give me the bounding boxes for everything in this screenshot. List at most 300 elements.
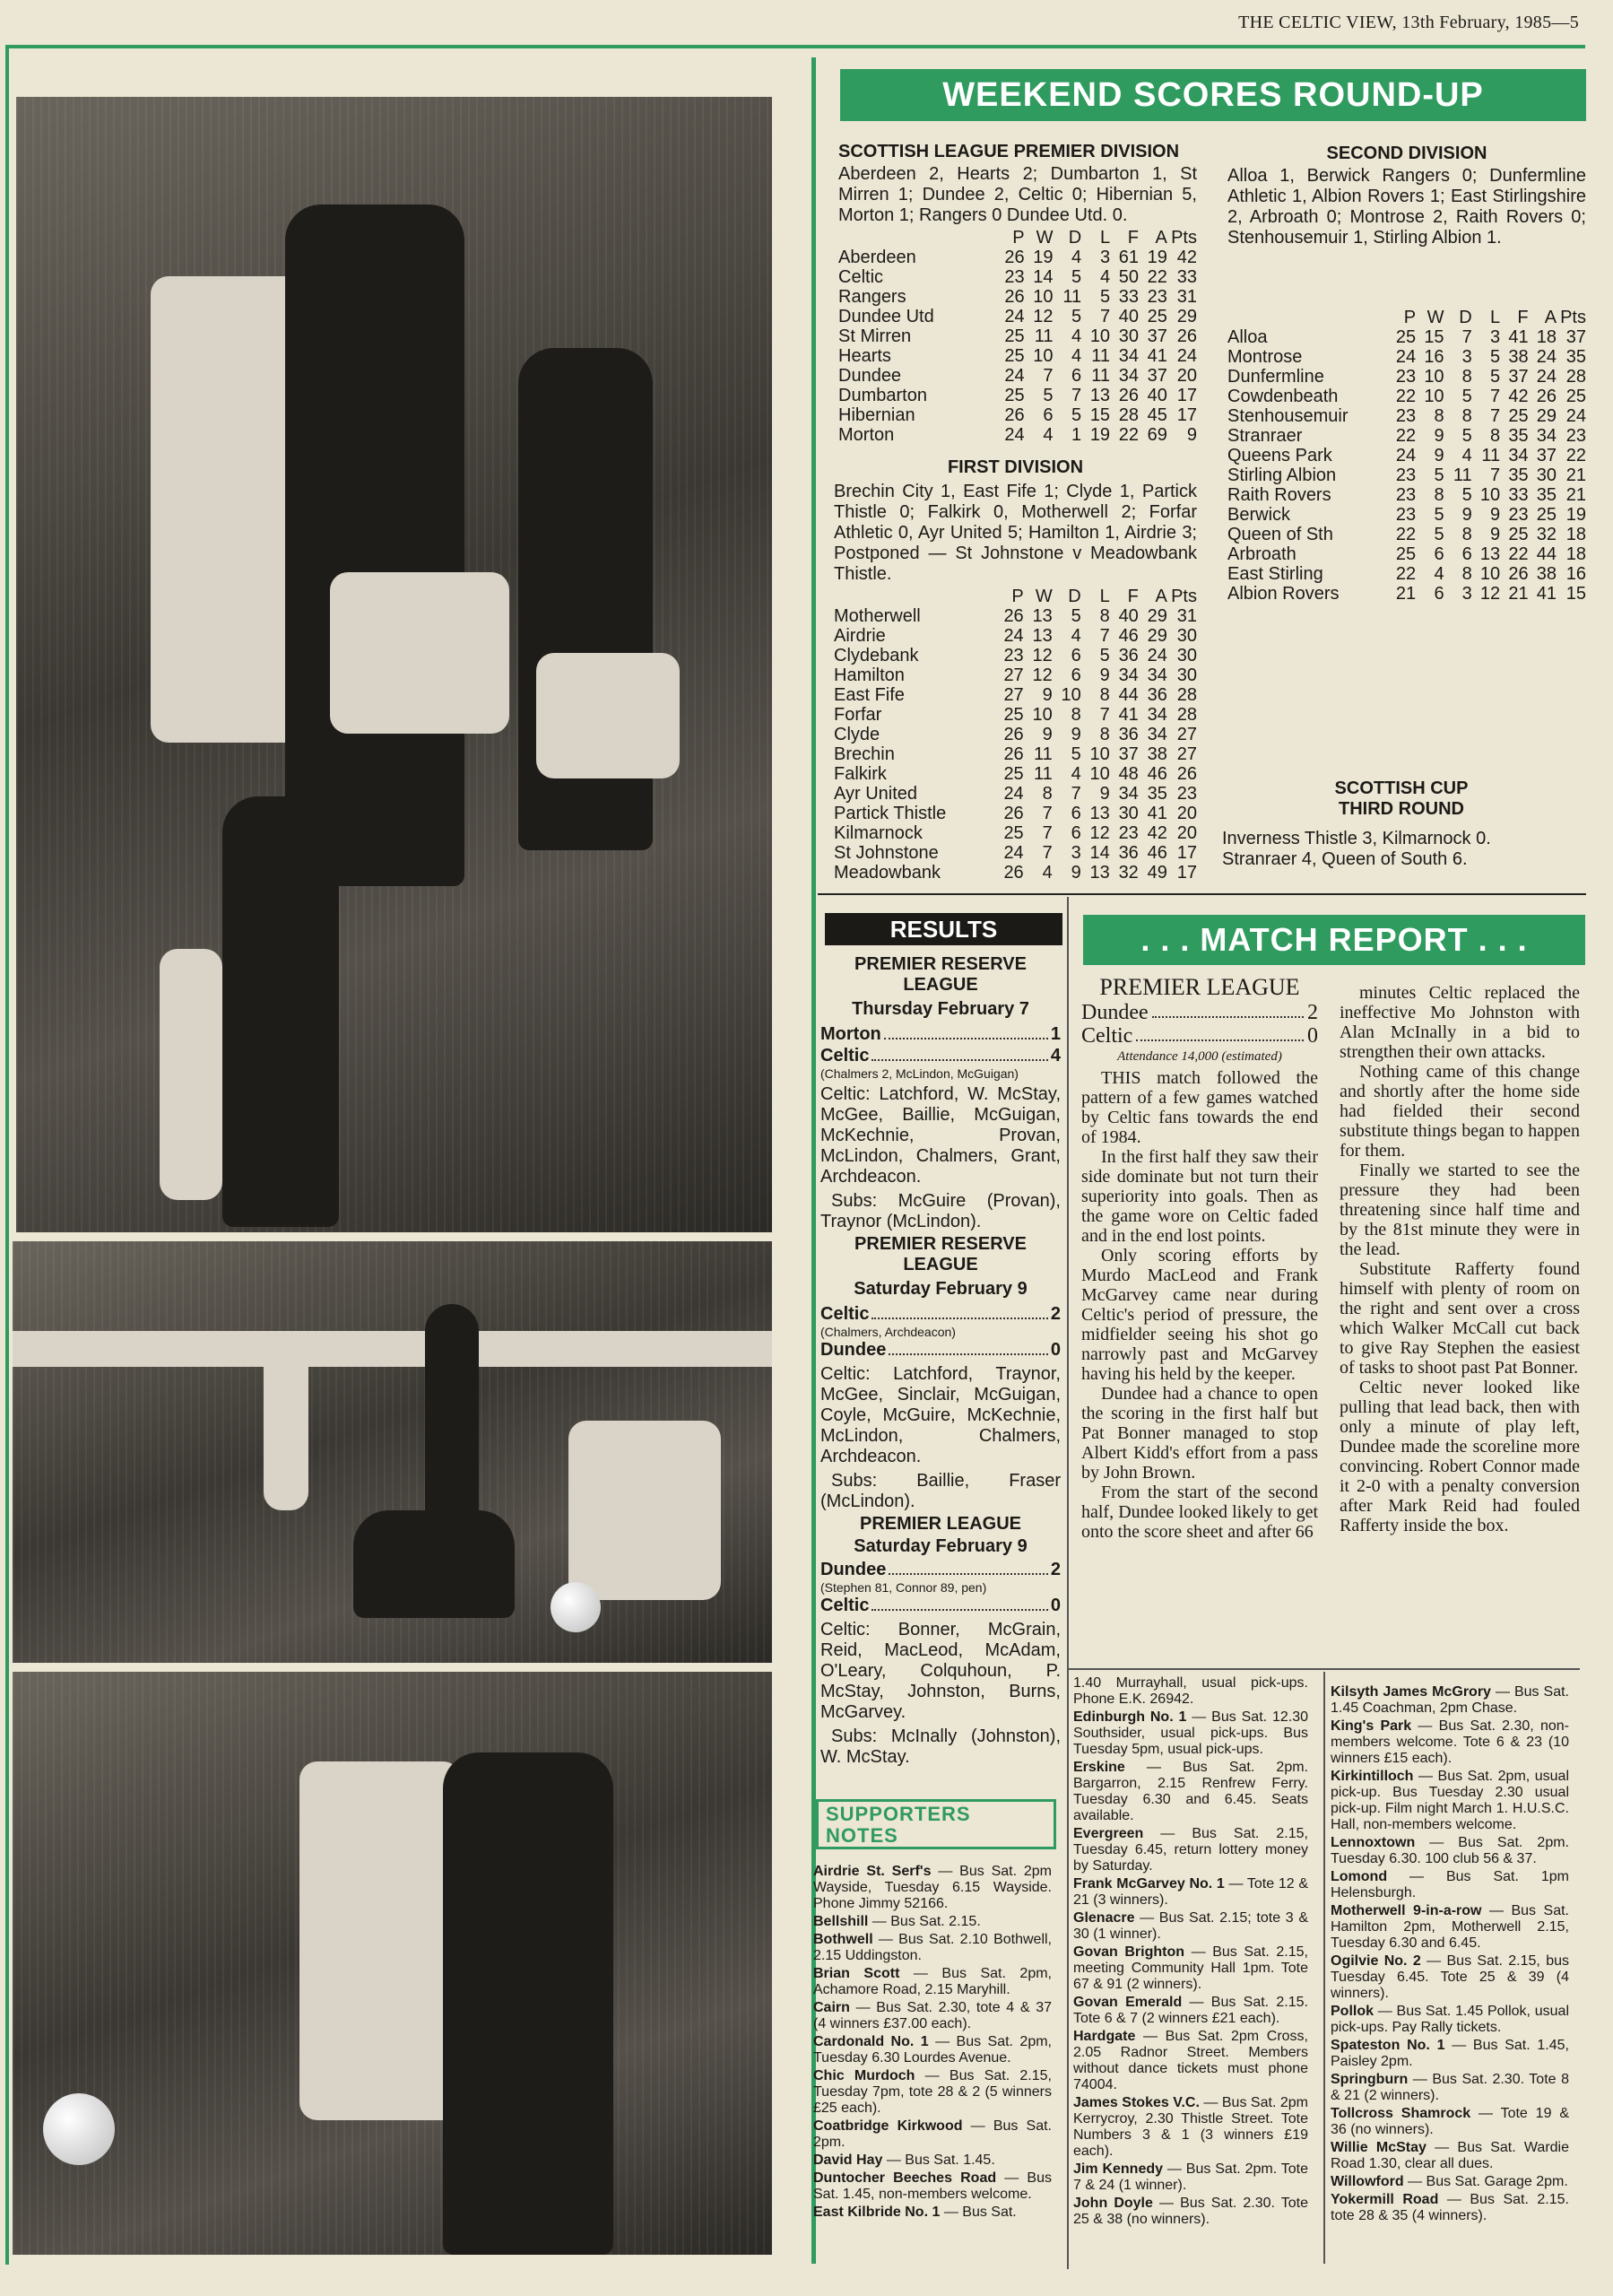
notes-column-3 [1331, 1684, 1569, 2226]
stat-cell: 32 [1118, 863, 1139, 883]
club-name: Duntocher Beeches Road [813, 2170, 997, 2186]
club-name: James Stokes V.C. [1073, 2095, 1200, 2110]
stat-cell: 3 [1461, 347, 1472, 367]
divider-vertical [1067, 897, 1069, 2269]
stat-cell: 36 [1118, 843, 1139, 863]
note-text: — Bus Sat. 2.30. Tote 25 & 38 (no winners). [1073, 2196, 1309, 2227]
team-name: St Johnstone [834, 843, 941, 863]
result-3-line-2: Celtic 0 [820, 1596, 1061, 1615]
team-name: Dundee Utd [838, 307, 937, 326]
stat-cell: 34 [1118, 346, 1139, 366]
table-row [1227, 465, 1586, 485]
column-header: D [1068, 228, 1082, 248]
stat-cell: 26 [1118, 386, 1139, 405]
column-header: A [1155, 228, 1167, 248]
column-header: P [1403, 308, 1417, 327]
team-name: Kilmarnock [834, 823, 925, 843]
column-header: F [1127, 587, 1139, 606]
stat-cell: 3 [1099, 248, 1111, 267]
stat-cell: 22 [1395, 564, 1417, 584]
stat-cell: 34 [1536, 426, 1557, 446]
result-2-date: Saturday February 9 [854, 1279, 1028, 1299]
stat-cell: 7 [1071, 784, 1081, 804]
team-name: Queen of Sth [1227, 525, 1336, 544]
table-row [838, 386, 1197, 405]
stat-cell: 34 [1508, 446, 1529, 465]
stat-cell: 5 [1099, 646, 1110, 665]
column-header: D [1459, 308, 1472, 327]
stat-cell: 10 [1032, 705, 1053, 725]
club-name: Cairn [813, 2000, 850, 2015]
club-name: Pollok [1331, 2004, 1375, 2019]
stat-cell: 25 [1003, 764, 1024, 784]
stat-cell: 18 [1536, 327, 1557, 347]
result-2-scorers: (Chalmers, Archdeacon) [820, 1325, 956, 1339]
stat-cell: 69 [1147, 425, 1167, 445]
note-text: — Bus Sat. Garage 2pm. [1403, 2174, 1568, 2189]
stat-cell: 37 [1118, 744, 1139, 764]
stat-cell: 31 [1176, 287, 1197, 307]
team-name: St Mirren [838, 326, 914, 346]
stat-cell: 26 [1003, 725, 1024, 744]
stat-cell: 22 [1508, 544, 1529, 564]
stat-cell: 24 [1395, 347, 1417, 367]
stat-cell: 30 [1176, 626, 1197, 646]
stat-cell: 40 [1118, 606, 1139, 626]
stat-cell: 11 [1034, 326, 1054, 346]
club-name: Hardgate [1073, 2029, 1136, 2044]
stat-cell: 10 [1479, 564, 1501, 584]
table-row [1227, 327, 1586, 347]
stat-cell: 5 [1071, 744, 1081, 764]
second-table [1227, 308, 1586, 604]
stat-cell: 20 [1176, 823, 1197, 843]
stat-cell: 50 [1118, 267, 1139, 287]
premier-division [838, 142, 1197, 445]
stat-cell: 21 [1565, 465, 1586, 485]
supporter-note [813, 2170, 1052, 2203]
stat-cell: 45 [1147, 405, 1167, 425]
table-row [1227, 446, 1586, 465]
stat-cell: 23 [1565, 426, 1586, 446]
result-3-scorers: (Stephen 81, Connor 89, pen) [820, 1580, 987, 1595]
stat-cell: 12 [1032, 646, 1053, 665]
report-paragraph: THIS match followed the pattern of a few games watched by Celtic fans towards the end of 1984. [1081, 1068, 1318, 1147]
stat-cell: 5 [1490, 347, 1501, 367]
stat-cell: 7 [1099, 307, 1111, 326]
report-paragraph: Celtic never looked like pulling that lead back, then with only a minute of play left, Dundee made the scoreline more convincing. Robert Connor made it 2-0 with a penalty conversion after Mark Reid had fouled Rafferty inside the box. [1340, 1378, 1580, 1535]
stat-cell: 17 [1176, 843, 1197, 863]
stat-cell: 25 [1395, 544, 1417, 564]
stat-cell: 6 [1071, 665, 1081, 685]
team-name: Forfar [834, 705, 884, 725]
report-body-1 [1081, 1068, 1318, 1542]
stat-cell: 23 [1395, 485, 1417, 505]
column-header: P [1011, 587, 1024, 606]
supporter-note [813, 1864, 1052, 1912]
club-name: Edinburgh No. 1 [1073, 1709, 1187, 1725]
column-header: W [1427, 308, 1444, 327]
supporters-title: SUPPORTERS [826, 1803, 971, 1825]
supporter-note [1073, 1760, 1308, 1824]
stat-cell: 33 [1176, 267, 1197, 287]
club-name: Jim Kennedy [1073, 2161, 1164, 2177]
stat-cell: 16 [1424, 347, 1444, 367]
stat-cell: 6 [1434, 584, 1444, 604]
stat-cell: 25 [1508, 525, 1529, 544]
stat-cell: 12 [1479, 584, 1501, 604]
result-1-date: Thursday February 7 [852, 999, 1029, 1019]
table-row [1227, 525, 1586, 544]
stat-cell: 9 [1434, 426, 1444, 446]
table-row [834, 705, 1197, 725]
result-1-title: PREMIER RESERVE LEAGUE [854, 954, 1027, 995]
divider-horizontal [818, 893, 1586, 895]
stat-cell: 4 [1071, 248, 1082, 267]
result-3-subs: Subs: McInally (Johnston), W. McStay. [820, 1726, 1061, 1767]
result-1-line-2: Celtic 4 [820, 1046, 1061, 1065]
stat-cell: 22 [1118, 425, 1139, 445]
team-name: Cowdenbeath [1227, 387, 1340, 406]
column-header: D [1068, 587, 1081, 606]
stat-cell: 10 [1479, 485, 1501, 505]
club-name: Lennoxtown [1331, 1835, 1416, 1850]
stat-cell: 5 [1461, 426, 1472, 446]
supporter-note [1073, 1910, 1308, 1943]
cup-title: SCOTTISH CUP [1334, 778, 1469, 798]
table-row [838, 405, 1197, 425]
stat-cell: 5 [1434, 505, 1444, 525]
note-text: — Bus Sat. 1.45. [882, 2152, 995, 2168]
table-row [834, 784, 1197, 804]
stat-cell: 8 [1434, 485, 1444, 505]
stat-cell: 3 [1071, 843, 1081, 863]
stat-cell: 21 [1508, 584, 1529, 604]
divider-notes-col [1323, 1672, 1325, 2264]
team-name: Alloa [1227, 327, 1270, 347]
supporter-note [813, 2034, 1052, 2066]
stat-cell: 13 [1032, 606, 1053, 626]
note-text: — Bus Sat. 2.10 Bothwell, 2.15 Uddingston. [813, 1932, 1052, 1963]
stat-cell: 5 [1071, 405, 1082, 425]
stat-cell: 11 [1033, 764, 1053, 784]
note-text: — Bus Sat. 2pm Wayside, Tuesday 6.15 Wayside. Phone Jimmy 52166. [813, 1864, 1053, 1911]
stat-cell: 22 [1565, 446, 1586, 465]
stat-cell: 3 [1461, 584, 1472, 604]
report-score-1: Dundee 2 [1081, 1001, 1318, 1024]
team-name: Dumbarton [838, 386, 930, 405]
stat-cell: 23 [1508, 505, 1529, 525]
scores-banner: WEEKEND SCORES ROUND-UP [840, 69, 1586, 121]
cup-round: THIRD ROUND [1339, 799, 1464, 819]
stat-cell: 35 [1508, 465, 1529, 485]
stat-cell: 41 [1118, 705, 1139, 725]
stat-cell: 7 [1043, 366, 1054, 386]
stat-cell: 35 [1508, 426, 1529, 446]
stat-cell: 15 [1089, 405, 1111, 425]
stat-cell: 32 [1536, 525, 1557, 544]
stat-cell: 13 [1089, 863, 1110, 883]
club-name: Kirkintilloch [1331, 1769, 1414, 1784]
stat-cell: 40 [1118, 307, 1139, 326]
stat-cell: 23 [1395, 406, 1417, 426]
stat-cell: 22 [1395, 387, 1417, 406]
stat-cell: 29 [1176, 307, 1197, 326]
club-name: East Kilbride No. 1 [813, 2205, 941, 2220]
note-text: — Bus Sat. 1.45, non-members welcome. [813, 2170, 1052, 2202]
stat-cell: 5 [1071, 606, 1081, 626]
first-table [834, 587, 1197, 883]
stat-cell: 8 [1461, 367, 1472, 387]
stat-cell: 5 [1071, 267, 1082, 287]
supporter-note [813, 1932, 1052, 1964]
stat-cell: 26 [1003, 804, 1024, 823]
club-name: Bellshill [813, 1914, 869, 1929]
result-3-line-1: Dundee 2 [820, 1560, 1061, 1579]
stat-cell: 30 [1118, 326, 1139, 346]
stat-cell: 14 [1089, 843, 1110, 863]
supporter-note [1331, 1903, 1569, 1952]
note-text: — Bus Sat. [940, 2205, 1017, 2220]
stat-cell: 9 [1461, 505, 1472, 525]
club-name: Erskine [1073, 1760, 1125, 1775]
stat-cell: 11 [1033, 744, 1053, 764]
stat-cell: 8 [1099, 606, 1110, 626]
stat-cell: 5 [1461, 387, 1472, 406]
table-row [1227, 485, 1586, 505]
team-name: Clyde [834, 725, 882, 744]
club-name: Cardonald No. 1 [813, 2034, 929, 2049]
stat-cell: 28 [1176, 685, 1197, 705]
note-text: — Bus Sat. 2.30, tote 4 & 37 (4 winners £37.00 each). [813, 2000, 1052, 2031]
report-body-2 [1340, 983, 1580, 1535]
page-folio: THE CELTIC VIEW, 13th February, 1985—5 [1238, 13, 1579, 32]
team-name: Clydebank [834, 646, 922, 665]
team-name: East Fife [834, 685, 907, 705]
team-name: Falkirk [834, 764, 889, 784]
table-row [1227, 347, 1586, 367]
stat-cell: 8 [1461, 406, 1472, 426]
cup-line2: Stranraer 4, Queen of South 6. [1222, 849, 1468, 869]
table-row [834, 744, 1197, 764]
stat-cell: 6 [1071, 646, 1081, 665]
note-text: — Bus Sat. 2pm, usual pick-up. Bus Tuesday 2.30 usual pick-up. Film night March 1. H.U.S.C. Hall, non-members welcome. [1331, 1769, 1569, 1832]
stat-cell: 4 [1043, 425, 1054, 445]
note-text: — Bus Sat. 1.45 Coachman, 2pm Chase. [1331, 1684, 1569, 1716]
supporter-note [813, 2000, 1052, 2032]
team-name: Montrose [1227, 347, 1305, 367]
note-text: — Bus Sat. 2pm. Tuesday 6.30. 100 club 56 & 37. [1331, 1835, 1569, 1866]
stat-cell: 25 [1003, 705, 1024, 725]
club-name: Glenacre [1073, 1910, 1135, 1926]
team-name: Airdrie [834, 626, 889, 646]
report-league: PREMIER LEAGUE [1099, 974, 1300, 1000]
table-row [834, 823, 1197, 843]
stat-cell: 8 [1490, 426, 1501, 446]
photo-column [9, 57, 816, 2264]
stat-cell: 18 [1565, 544, 1586, 564]
club-name: David Hay [813, 2152, 883, 2168]
stat-cell: 23 [1176, 784, 1197, 804]
supporter-note [1073, 1995, 1308, 2027]
stat-cell: 28 [1565, 367, 1586, 387]
team-name: Brechin [834, 744, 898, 764]
stat-cell: 11 [1481, 446, 1501, 465]
table-row [834, 843, 1197, 863]
stat-cell: 19 [1565, 505, 1586, 525]
match-report-col-2 [1340, 983, 1580, 1535]
team-name: Berwick [1227, 505, 1293, 525]
stat-cell: 23 [1147, 287, 1167, 307]
stat-cell: 26 [1003, 863, 1024, 883]
stat-cell: 6 [1043, 405, 1054, 425]
supporter-note [1073, 1675, 1308, 1708]
results-header: RESULTS [825, 913, 1062, 945]
team-name: Queens Park [1227, 446, 1335, 465]
stat-cell: 34 [1118, 665, 1139, 685]
note-text: — Tote 19 & 36 (no winners). [1331, 2106, 1569, 2137]
club-name: Lomond [1331, 1869, 1388, 1884]
note-text: — Bus Sat. 2.15, bus Tuesday 6.45. Tote 25 & 39 (4 winners). [1331, 1953, 1570, 2001]
table-row [834, 725, 1197, 744]
stat-cell: 4 [1071, 326, 1082, 346]
result-2-line-2: Dundee 0 [820, 1340, 1061, 1360]
stat-cell: 20 [1176, 804, 1197, 823]
table-row [834, 764, 1197, 784]
stat-cell: 7 [1099, 626, 1110, 646]
stat-cell: 7 [1099, 705, 1110, 725]
stat-cell: 27 [1176, 725, 1197, 744]
team-name: Hearts [838, 346, 894, 366]
column-header: Pts [1171, 228, 1197, 248]
supporter-note [1073, 2196, 1308, 2228]
stat-cell: 27 [1003, 685, 1024, 705]
stat-cell: 36 [1118, 646, 1139, 665]
stat-cell: 25 [1004, 346, 1025, 366]
supporter-note [1331, 2038, 1569, 2070]
team-name: Motherwell [834, 606, 924, 626]
table-row [834, 606, 1197, 626]
note-text: — Bus Sat. 1.45 Pollok, usual pick-ups. Pay Rally tickets. [1331, 2004, 1569, 2035]
stat-cell: 41 [1508, 327, 1529, 347]
stat-cell: 35 [1565, 347, 1586, 367]
report-paragraph: Finally we started to see the pressure they had been threatening since half time and by the 81st minute they were in the lead. [1340, 1161, 1580, 1259]
note-text: — Bus Sat. 1.45, Paisley 2pm. [1331, 2038, 1569, 2069]
club-name: Kilsyth James McGrory [1331, 1684, 1491, 1700]
stat-cell: 29 [1147, 626, 1167, 646]
stat-cell: 17 [1176, 863, 1197, 883]
stat-cell: 27 [1003, 665, 1024, 685]
team-name: Rangers [838, 287, 909, 307]
stat-cell: 26 [1004, 287, 1025, 307]
stat-cell: 10 [1033, 287, 1054, 307]
table-row [838, 326, 1197, 346]
stat-cell: 37 [1536, 446, 1557, 465]
result-2-subs: Subs: Baillie, Fraser (McLindon). [820, 1471, 1061, 1511]
stat-cell: 13 [1089, 804, 1110, 823]
table-row [834, 685, 1197, 705]
stat-cell: 9 [1099, 665, 1110, 685]
stat-cell: 17 [1176, 405, 1197, 425]
club-name: Govan Emerald [1073, 1995, 1183, 2010]
stat-cell: 8 [1461, 564, 1472, 584]
note-text: — Bus Sat. 2.15; tote 3 & 30 (1 winner). [1073, 1910, 1308, 1942]
stat-cell: 8 [1461, 525, 1472, 544]
stat-cell: 10 [1424, 367, 1444, 387]
stat-cell: 26 [1003, 606, 1024, 626]
result-3-team: Celtic: Bonner, McGrain, Reid, MacLeod, McAdam, O'Leary, Colquhoun, P. McStay, Johnston, Burns, McGarvey. [820, 1620, 1061, 1722]
stat-cell: 40 [1147, 386, 1167, 405]
stat-cell: 37 [1565, 327, 1586, 347]
stat-cell: 25 [1003, 823, 1024, 843]
column-header: F [1517, 308, 1529, 327]
supporter-note [1331, 2192, 1569, 2224]
stat-cell: 13 [1089, 386, 1111, 405]
supporter-note [1331, 1953, 1569, 2002]
note-text: — Tote 12 & 21 (3 winners). [1073, 1876, 1308, 1908]
stat-cell: 9 [1434, 446, 1444, 465]
second-title: SECOND DIVISION [1326, 144, 1487, 163]
notes-column-1 [813, 1864, 1052, 2222]
notes-title: NOTES [826, 1824, 898, 1847]
stat-cell: 5 [1434, 465, 1444, 485]
report-paragraph: Dundee had a chance to open the scoring in the first half but Pat Bonner managed to stop Albert Kidd's effort from a pass by John Brown. [1081, 1384, 1318, 1483]
column-header: L [1490, 308, 1501, 327]
result-3-title: PREMIER LEAGUE [859, 1514, 1022, 1534]
stat-cell: 24 [1147, 646, 1167, 665]
stat-cell: 7 [1042, 804, 1053, 823]
stat-cell: 26 [1176, 764, 1197, 784]
result-2-title: PREMIER RESERVE LEAGUE [854, 1234, 1027, 1274]
team-name: Morton [838, 425, 897, 445]
table-row [1227, 564, 1586, 584]
stat-cell: 4 [1099, 267, 1111, 287]
team-name: Albion Rovers [1227, 584, 1342, 604]
club-name: Coatbridge Kirkwood [813, 2118, 963, 2134]
stat-cell: 28 [1176, 705, 1197, 725]
report-paragraph: In the first half they saw their side dominate but not turn their superiority into goals. Then as the game wore on Celtic faded and in the end lost points. [1081, 1147, 1318, 1246]
photo-middle [13, 1241, 772, 1663]
stat-cell: 8 [1071, 705, 1081, 725]
supporter-note [1331, 2140, 1569, 2172]
supporters-notes-header [816, 1799, 1056, 1849]
stat-cell: 16 [1565, 564, 1586, 584]
team-name: Hamilton [834, 665, 907, 685]
stat-cell: 8 [1099, 725, 1110, 744]
note-text: — Bus Sat. 2.30. Tote 8 & 21 (2 winners). [1331, 2072, 1569, 2103]
stat-cell: 17 [1176, 386, 1197, 405]
table-header-row [838, 228, 1197, 248]
stat-cell: 21 [1565, 485, 1586, 505]
team-name: Arbroath [1227, 544, 1299, 564]
team-name: Ayr United [834, 784, 920, 804]
stat-cell: 7 [1071, 386, 1082, 405]
result-1-team: Celtic: Latchford, W. McStay, McGee, Baillie, McGuigan, McKechnie, Provan, McLindon, Chalmers, Grant, Archdeacon. [820, 1084, 1061, 1187]
stat-cell: 26 [1536, 387, 1557, 406]
stat-cell: 46 [1147, 764, 1167, 784]
stat-cell: 42 [1176, 248, 1197, 267]
stat-cell: 7 [1042, 823, 1053, 843]
column-header: P [1012, 228, 1025, 248]
stat-cell: 9 [1042, 725, 1053, 744]
premier-table [838, 228, 1197, 445]
team-name: Raith Rovers [1227, 485, 1334, 505]
stat-cell: 24 [1536, 367, 1557, 387]
table-row [838, 267, 1197, 287]
report-paragraph: Only scoring efforts by Murdo MacLeod and Frank McGarvey came near during Celtic's period of pressure, the midfielder seeing his shot go narrowly past and McGarvey having his held by the keeper. [1081, 1246, 1318, 1384]
result-block-1 [820, 954, 1061, 1232]
stat-cell: 37 [1147, 326, 1167, 346]
